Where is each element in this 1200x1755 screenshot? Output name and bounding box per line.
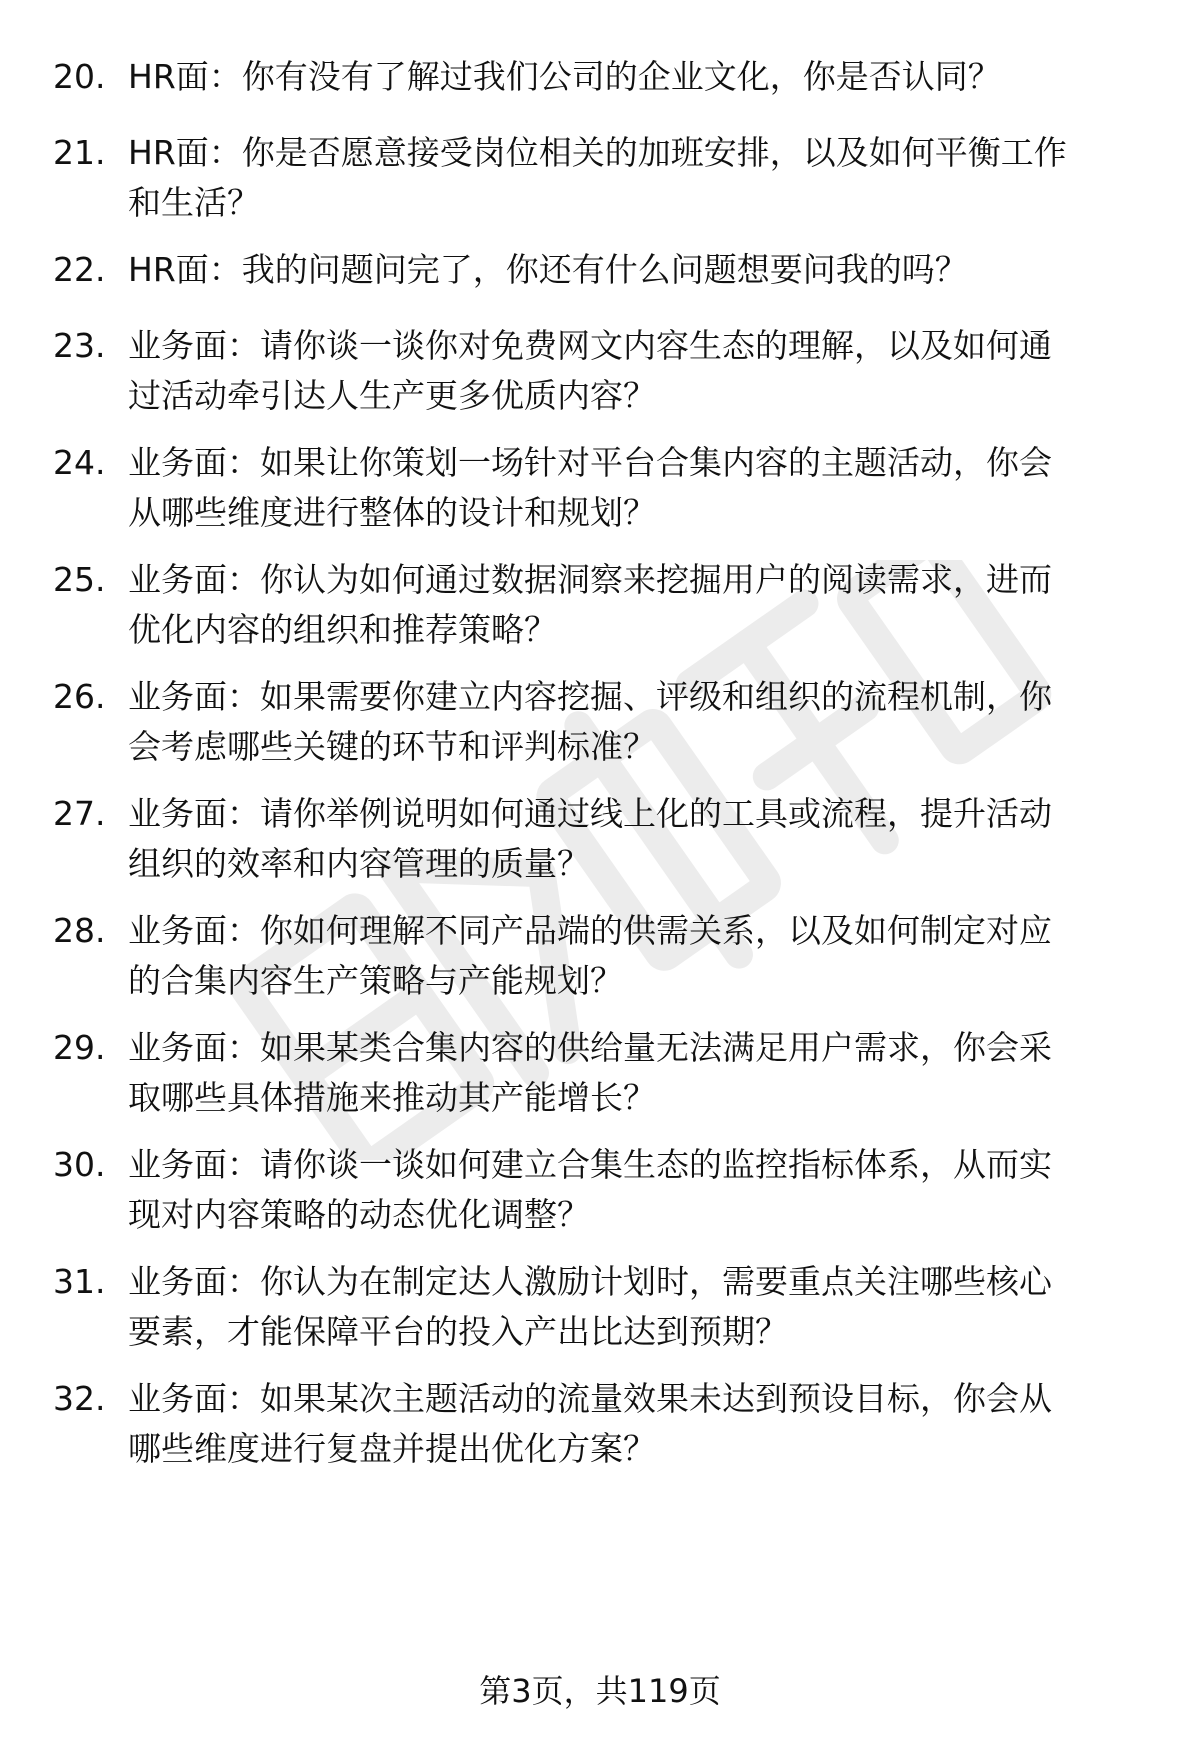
question-number: 27.: [53, 794, 106, 833]
question-number: 26.: [53, 677, 106, 716]
question-text: HR面：你是否愿意接受岗位相关的加班安排，以及如何平衡工作 和生活？: [128, 133, 1067, 222]
question-text: 业务面：你认为在制定达人激励计划时，需要重点关注哪些核心 要素，才能保障平台的投入产出比达到预期？: [128, 1262, 1052, 1351]
question-text: 业务面：如果需要你建立内容挖掘、评级和组织的流程机制，你 会考虑哪些关键的环节和评判标准？: [128, 677, 1052, 766]
question-number: 30.: [53, 1145, 106, 1184]
question-text: 业务面：你认为如何通过数据洞察来挖掘用户的阅读需求，进而 优化内容的组织和推荐策略？: [128, 560, 1052, 649]
question-text: 业务面：如果让你策划一场针对平台合集内容的主题活动，你会 从哪些维度进行整体的设计和规划？: [128, 443, 1052, 532]
question-number: 32.: [53, 1379, 106, 1418]
question-text: 业务面：请你谈一谈你对免费网文内容生态的理解，以及如何通 过活动牵引达人生产更多优质内容？: [128, 326, 1052, 415]
question-number: 31.: [53, 1262, 106, 1301]
question-text: 业务面：如果某次主题活动的流量效果未达到预设目标，你会从 哪些维度进行复盘并提出优化方案？: [128, 1379, 1052, 1468]
question-text: 业务面：请你谈一谈如何建立合集生态的监控指标体系，从而实 现对内容策略的动态优化调整？: [128, 1145, 1052, 1234]
question-number: 20.: [53, 57, 106, 96]
question-text: HR面：你有没有了解过我们公司的企业文化，你是否认同？: [128, 57, 1001, 96]
question-number: 24.: [53, 443, 106, 482]
question-text: HR面：我的问题问完了，你还有什么问题想要问我的吗？: [128, 250, 968, 289]
question-number: 22.: [53, 250, 106, 289]
question-text: 业务面：如果某类合集内容的供给量无法满足用户需求，你会采 取哪些具体措施来推动其产能增长？: [128, 1028, 1052, 1117]
page-number-footer: 第3页，共119页: [479, 1672, 721, 1710]
question-number: 29.: [53, 1028, 106, 1067]
question-text: 业务面：你如何理解不同产品端的供需关系，以及如何制定对应 的合集内容生产策略与产能规划？: [128, 911, 1052, 1000]
question-number: 25.: [53, 560, 106, 599]
question-number: 23.: [53, 326, 106, 365]
question-number: 28.: [53, 911, 106, 950]
question-number: 21.: [53, 133, 106, 172]
question-text: 业务面：请你举例说明如何通过线上化的工具或流程，提升活动 组织的效率和内容管理的质量？: [128, 794, 1052, 883]
